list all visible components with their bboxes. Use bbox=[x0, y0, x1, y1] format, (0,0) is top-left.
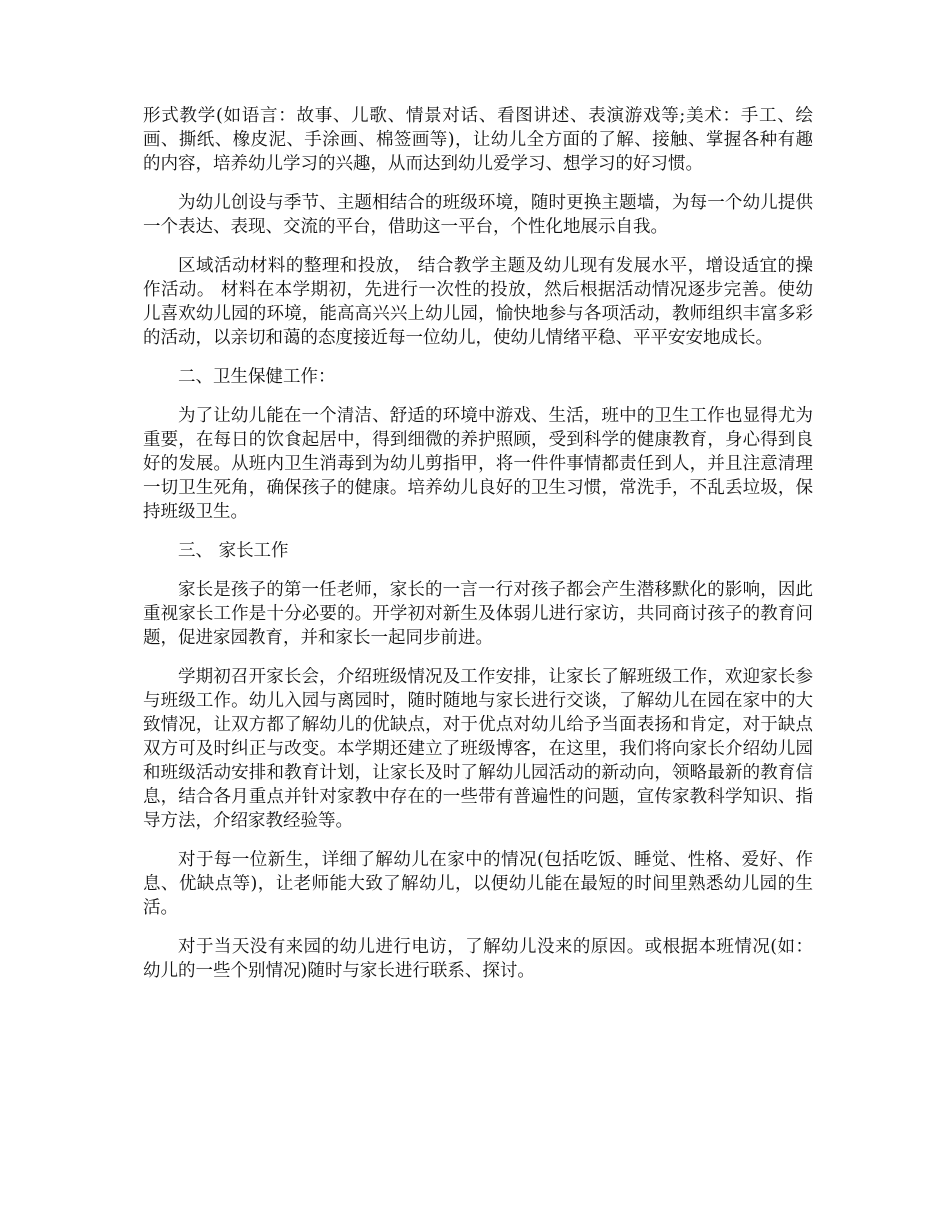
paragraph-area-activities: 区域活动材料的整理和投放， 结合教学主题及幼儿现有发展水平，增设适宜的操作活动。 材料在本学期初，先进行一次性的投放，然后根据活动情况逐步完善。使幼儿喜欢幼儿园的环境，能高高兴兴上幼儿园，愉快地参与各项活动，教师组织丰富多彩的活动，以亲切和蔼的态度接近每一位幼儿，使幼儿情绪平稳、平平安安地成长。 bbox=[143, 256, 813, 348]
paragraph-teaching-forms: 形式教学(如语言：故事、儿歌、情景对话、看图讲述、表演游戏等;美术：手工、绘画、撕纸、橡皮泥、手涂画、棉签画等)，让幼儿全方面的了解、接触、掌握各种有趣的内容，培养幼儿学习的兴趣，从而达到幼儿爱学习、想学习的好习惯。 bbox=[143, 106, 813, 174]
paragraph-parents-first-teacher: 家长是孩子的第一任老师，家长的一言一行对孩子都会产生潜移默化的影响，因此重视家长工作是十分必要的。开学初对新生及体弱儿进行家访，共同商讨孩子的教育问题，促进家园教育，并和家长一起同步前进。 bbox=[143, 580, 813, 648]
paragraph-new-students: 对于每一位新生，详细了解幼儿在家中的情况(包括吃饭、睡觉、性格、爱好、作息、优缺点等)，让老师能大致了解幼儿，以便幼儿能在最短的时间里熟悉幼儿园的生活。 bbox=[143, 850, 813, 918]
paragraph-parent-meeting: 学期初召开家长会，介绍班级情况及工作安排，让家长了解班级工作，欢迎家长参与班级工作。幼儿入园与离园时，随时随地与家长进行交谈，了解幼儿在园在家中的大致情况，让双方都了解幼儿的优缺点，对于优点对幼儿给予当面表扬和肯定，对于缺点双方可及时纠正与改变。本学期还建立了班级博客，在这里，我们将向家长介绍幼儿园和班级活动安排和教育计划，让家长及时了解幼儿园活动的新动向，领略最新的教育信息，结合各月重点并针对家教中存在的一些带有普遍性的问题，宣传家教科学知识、指导方法，介绍家教经验等。 bbox=[143, 667, 813, 831]
document-body bbox=[143, 104, 813, 998]
section-heading-health-care: 二、卫生保健工作： bbox=[178, 367, 336, 387]
section-heading-parent-work: 三、 家长工作 bbox=[178, 541, 289, 561]
paragraph-class-environment: 为幼儿创设与季节、主题相结合的班级环境，随时更换主题墙，为每一个幼儿提供一个表达、表现、交流的平台，借助这一平台，个性化地展示自我。 bbox=[143, 193, 813, 237]
paragraph-hygiene-work: 为了让幼儿能在一个清洁、舒适的环境中游戏、生活，班中的卫生工作也显得尤为重要，在每日的饮食起居中，得到细微的养护照顾，受到科学的健康教育，身心得到良好的发展。从班内卫生消毒到为幼儿剪指甲，将一件件事情都责任到人，并且注意清理一切卫生死角，确保孩子的健康。培养幼儿良好的卫生习惯，常洗手，不乱丢垃圾，保持班级卫生。 bbox=[143, 406, 813, 522]
paragraph-phone-visits: 对于当天没有来园的幼儿进行电访，了解幼儿没来的原因。或根据本班情况(如：幼儿的一些个别情况)随时与家长进行联系、探讨。 bbox=[143, 937, 813, 981]
